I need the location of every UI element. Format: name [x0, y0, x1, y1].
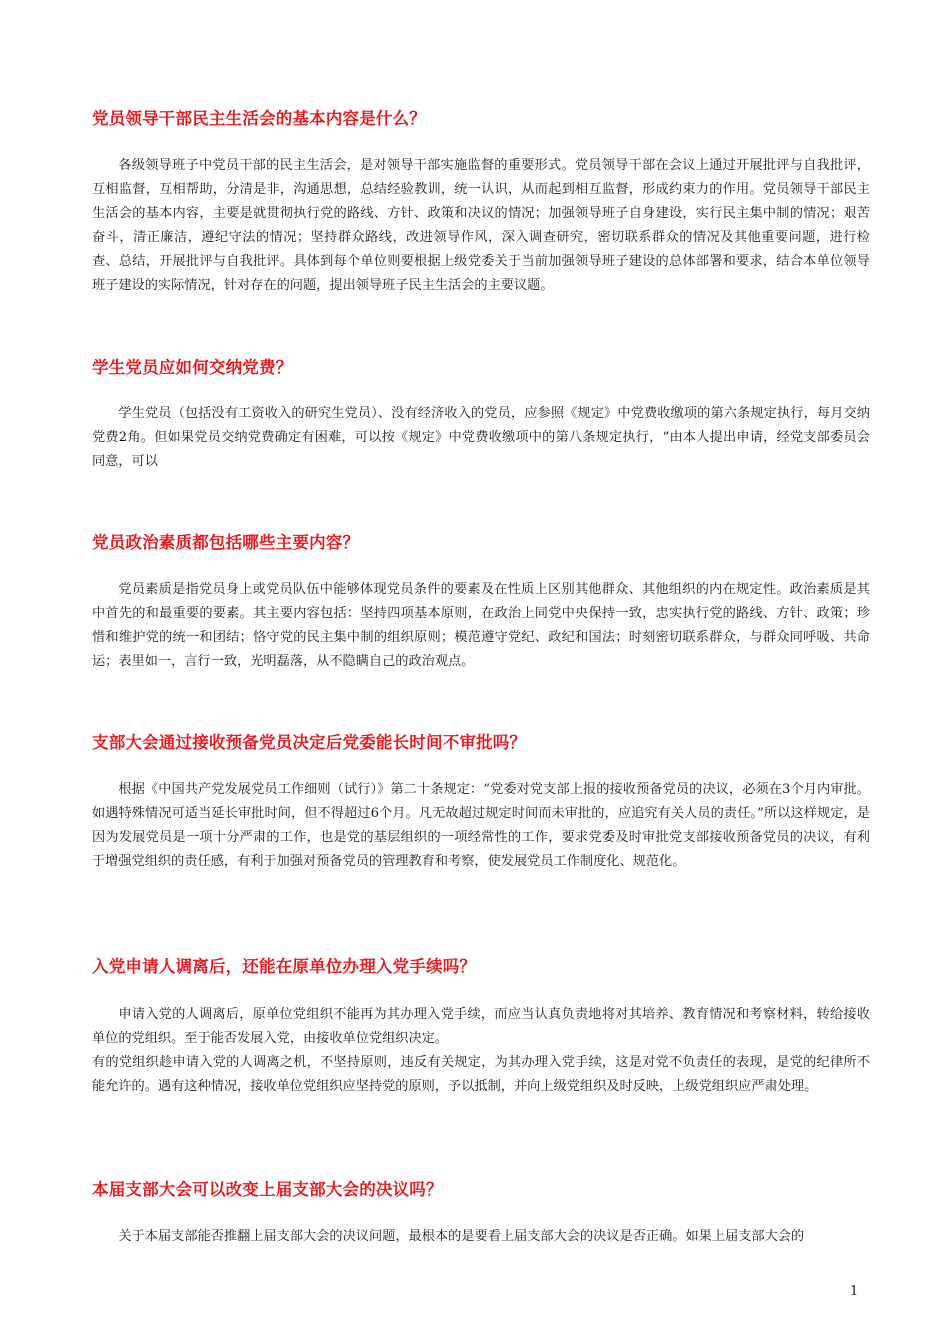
section-paragraph: 申请入党的人调离后，原单位党组织不能再为其办理入党手续，而应当认真负责地将对其培养、教育情况和考察材料，转给接收单位的党组织。至于能否发展入党，由接收单位党组织决定。: [92, 1007, 870, 1046]
section-democratic-life-meeting: [92, 109, 870, 298]
section-paragraph: 各级领导班子中党员干部的民主生活会，是对领导干部实施监督的重要形式。党员领导干部在会议上通过开展批评与自我批评，互相监督，互相帮助，分清是非，沟通思想，总结经验教训，统一认识，从而起到相互监督，形成约束力的作用。党员领导干部民主生活会的基本内容，主要是就贯彻执行党的路线、方针、政策和决议的情况；加强领导班子自身建设，实行民主集中制的情况；艰苦奋斗，清正廉洁，遵纪守法的情况；坚持群众路线，改进领导作风，深入调查研究，密切联系群众的情况及其他重要问题，进行检查、总结，开展批评与自我批评。具体到每个单位则要根据上级党委关于当前加强领导班子建设的总体部署和要求，结合本单位领导班子建设的实际情况，针对存在的问题，提出领导班子民主生活会的主要议题。: [92, 158, 870, 293]
section-paragraph: 关于本届支部能否推翻上届支部大会的决议问题，最根本的是要看上届支部大会的决议是否正确。如果上届支部大会的: [118, 1229, 805, 1244]
section-paragraph: 有的党组织趁申请入党的人调离之机，不坚持原则，违反有关规定，为其办理入党手续，这是对党不负责任的表现，是党的纪律所不能允许的。遇有这种情况，接收单位党组织应坚持党的原则，予以抵制，并向上级党组织及时反映，上级党组织应严肃处理。: [92, 1055, 870, 1094]
section-title: 支部大会通过接收预备党员决定后党委能长时间不审批吗？: [92, 733, 527, 752]
section-paragraph: 党员素质是指党员身上或党员队伍中能够体现党员条件的要素及在性质上区别其他群众、其他组织的内在规定性。政治素质是其中首先的和最重要的要素。其主要内容包括：坚持四项基本原则，在政治上同党中央保持一致，忠实执行党的路线、方针、政策；珍惜和维护党的统一和团结；恪守党的民主集中制的组织原则；模范遵守党纪、政纪和国法；时刻密切联系群众，与群众同呼吸、共命运；表里如一，言行一致，光明磊落，从不隐瞒自己的政治观点。: [92, 582, 870, 669]
section-title: 党员领导干部民主生活会的基本内容是什么？: [92, 109, 426, 128]
section-applicant-transfer: [92, 957, 870, 1099]
section-title: 入党申请人调离后，还能在原单位办理入党手续吗？: [92, 957, 477, 976]
section-title: 党员政治素质都包括哪些主要内容？: [92, 533, 360, 552]
section-title: 本届支部大会可以改变上届支部大会的决议吗？: [92, 1180, 443, 1199]
section-political-quality: [92, 533, 870, 674]
page-number: 1: [850, 1284, 859, 1299]
section-student-party-dues: [92, 358, 870, 474]
section-paragraph: 学生党员（包括没有工资收入的研究生党员）、没有经济收入的党员，应参照《规定》中党费收缴项的第六条规定执行，每月交纳党费2角。但如果党员交纳党费确定有困难，可以按《规定》中党费收缴项中的第八条规定执行，“由本人提出申请，经党支部委员会同意，可以: [92, 406, 870, 469]
section-paragraph: 根据《中国共产党发展党员工作细则（试行）》第二十条规定：“党委对党支部上报的接收预备党员的决议，必须在3个月内审批。如遇特殊情况可适当延长审批时间，但不得超过6个月。凡无故超过规定时间而未审批的，应追究有关人员的责任。”所以这样规定，是因为发展党员是一项十分严肃的工作，也是党的基层组织的一项经常性的工作，要求党委及时审批党支部接收预备党员的决议，有利于增强党组织的责任感，有利于加强对预备党员的管理教育和考察，使发展党员工作制度化、规范化。: [92, 782, 870, 869]
section-probationary-approval: [92, 733, 870, 874]
section-title: 学生党员应如何交纳党费？: [92, 358, 293, 377]
section-change-previous-resolution: [92, 1180, 870, 1249]
